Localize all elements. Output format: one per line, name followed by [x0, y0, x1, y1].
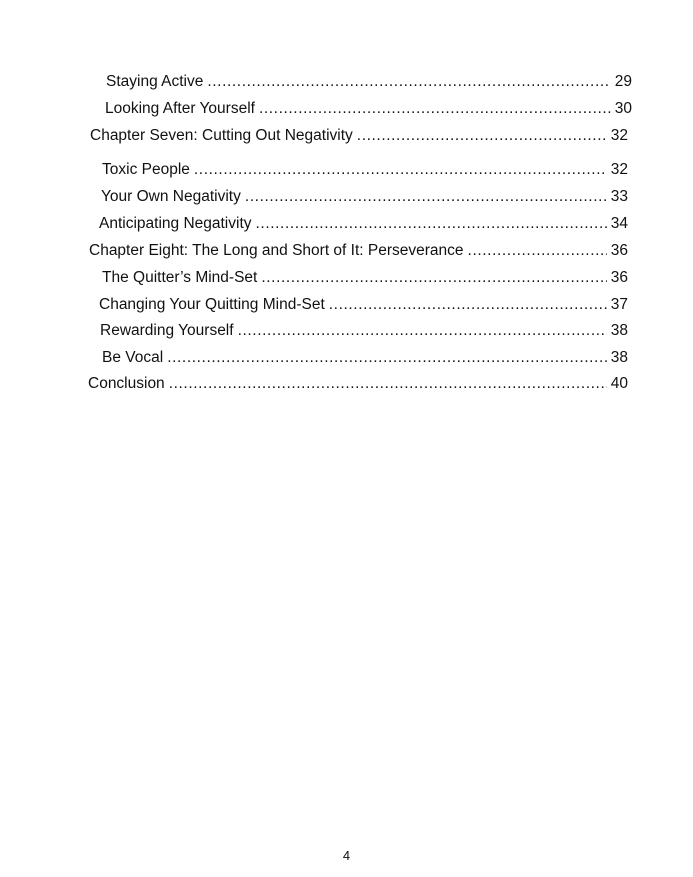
toc-entry-page: 36 — [610, 242, 628, 259]
toc-entry-page: 36 — [610, 269, 628, 286]
toc-entry-title: Rewarding Yourself — [100, 322, 234, 339]
toc-entry-staying-active[interactable] — [106, 72, 632, 92]
toc-entry-title: Your Own Negativity — [101, 188, 241, 205]
toc-entry-page: 38 — [610, 349, 628, 366]
toc-entry-title: Anticipating Negativity — [99, 215, 252, 232]
dot-leader — [357, 126, 607, 146]
dot-leader — [261, 268, 606, 288]
dot-leader — [167, 348, 607, 368]
toc-entry-page: 40 — [610, 375, 628, 392]
toc-entry-your-own-negativity[interactable] — [101, 187, 628, 207]
toc-entry-page: 30 — [614, 100, 632, 117]
toc-entry-page: 32 — [610, 161, 628, 178]
toc-entry-chapter-eight[interactable] — [89, 241, 628, 261]
toc-entry-page: 37 — [610, 296, 628, 313]
dot-leader — [238, 321, 607, 341]
toc-entry-page: 32 — [610, 127, 628, 144]
toc-entry-title: Chapter Seven: Cutting Out Negativity — [90, 127, 353, 144]
toc-entry-looking-after-yourself[interactable] — [105, 99, 632, 119]
dot-leader — [207, 72, 610, 92]
dot-leader — [194, 160, 607, 180]
toc-entry-quitters-mind-set[interactable] — [102, 268, 628, 288]
toc-entry-conclusion[interactable] — [88, 374, 628, 394]
toc-entry-title: Toxic People — [102, 161, 190, 178]
toc-entry-anticipating-negativity[interactable] — [99, 214, 628, 234]
toc-entry-title: Changing Your Quitting Mind-Set — [99, 296, 325, 313]
toc-entry-title: The Quitter’s Mind-Set — [102, 269, 258, 286]
toc-entry-rewarding-yourself[interactable] — [100, 321, 628, 341]
toc-entry-page: 38 — [610, 322, 628, 339]
page-number: 4 — [342, 848, 351, 863]
toc-entry-title: Staying Active — [106, 73, 204, 90]
toc-entry-toxic-people[interactable] — [102, 160, 628, 180]
toc-entry-title: Looking After Yourself — [105, 100, 255, 117]
dot-leader — [259, 99, 611, 119]
dot-leader — [245, 187, 607, 207]
dot-leader — [468, 241, 607, 261]
toc-entry-page: 34 — [610, 215, 628, 232]
toc-entry-title: Be Vocal — [102, 349, 164, 366]
toc-entry-page: 29 — [614, 73, 632, 90]
dot-leader — [256, 214, 607, 234]
toc-entry-chapter-seven[interactable] — [90, 126, 628, 146]
toc-entry-be-vocal[interactable] — [102, 348, 628, 368]
toc-entry-title: Chapter Eight: The Long and Short of It: Perseverance — [89, 242, 464, 259]
dot-leader — [329, 295, 607, 315]
toc-entry-changing-quitting-mind-set[interactable] — [99, 295, 628, 315]
dot-leader — [169, 374, 607, 394]
toc-entry-title: Conclusion — [88, 375, 165, 392]
toc-entry-page: 33 — [610, 188, 628, 205]
